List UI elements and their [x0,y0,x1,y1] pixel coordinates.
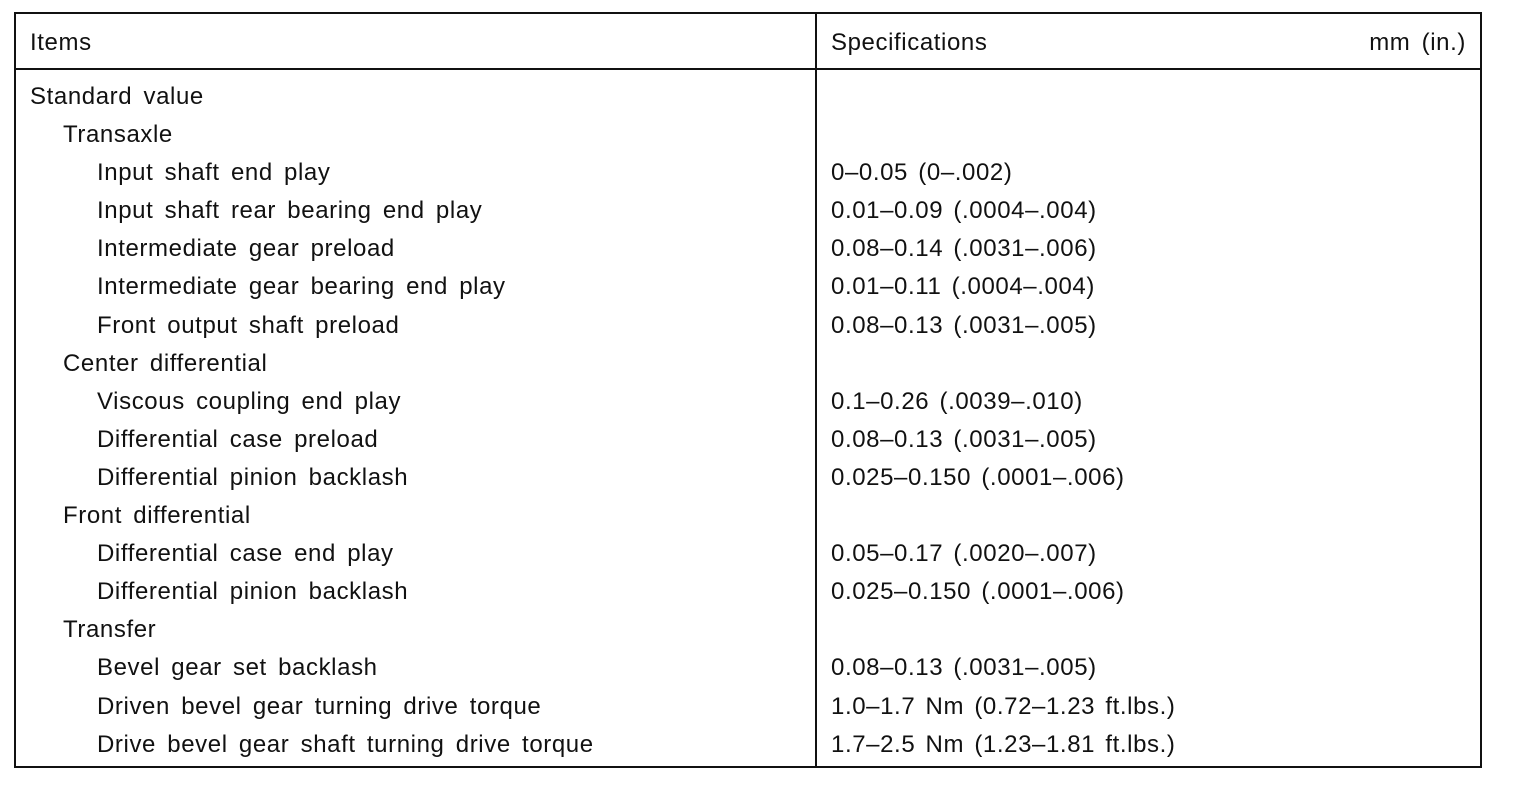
table-row [16,459,1480,497]
spec-value: 1.0–1.7 Nm (0.72–1.23 ft.lbs.) [831,692,1176,720]
spec-value: 0.08–0.14 (.0031–.006) [831,235,1097,263]
table-row [16,192,1480,230]
spec-item-label: Differential case preload [97,425,379,453]
spec-value: 0–0.05 (0–.002) [831,159,1013,187]
table-row [16,726,1480,764]
section-heading: Center differential [63,349,268,377]
table-row [16,688,1480,726]
spec-value: 0.025–0.150 (.0001–.006) [831,463,1125,491]
table-row [16,497,1480,535]
section-heading: Front differential [63,502,251,530]
spec-value: 0.025–0.150 (.0001–.006) [831,578,1125,606]
table-row [16,116,1480,154]
spec-value: 0.08–0.13 (.0031–.005) [831,311,1097,339]
specifications-column-header: Specifications [831,29,988,56]
table-row [16,230,1480,268]
table-row [16,307,1480,345]
specifications-table [14,12,1482,768]
spec-item-label: Bevel gear set backlash [97,654,378,682]
table-row [16,535,1480,573]
spec-item-label: Drive bevel gear shaft turning drive torque [97,730,594,758]
table-row [16,383,1480,421]
table-row [16,268,1480,306]
spec-item-label: Differential pinion backlash [97,578,409,606]
spec-value: 0.05–0.17 (.0020–.007) [831,540,1097,568]
spec-item-label: Front output shaft preload [97,311,400,339]
spec-value: 0.01–0.11 (.0004–.004) [831,273,1095,301]
table-row [16,78,1480,116]
spec-item-label: Intermediate gear preload [97,235,395,263]
spec-item-label: Input shaft rear bearing end play [97,197,483,225]
spec-item-label: Viscous coupling end play [97,387,402,415]
table-row [16,611,1480,649]
spec-value: 0.08–0.13 (.0031–.005) [831,654,1097,682]
spec-value: 0.01–0.09 (.0004–.004) [831,197,1097,225]
spec-item-label: Differential case end play [97,540,394,568]
section-heading: Transaxle [63,121,173,149]
table-row [16,154,1480,192]
table-body [16,78,1480,764]
unit-label: mm (in.) [1369,29,1466,56]
table-row [16,421,1480,459]
spec-value: 1.7–2.5 Nm (1.23–1.81 ft.lbs.) [831,730,1176,758]
spec-value: 0.08–0.13 (.0031–.005) [831,425,1097,453]
spec-item-label: Intermediate gear bearing end play [97,273,506,301]
spec-item-label: Differential pinion backlash [97,463,409,491]
spec-item-label: Input shaft end play [97,159,331,187]
table-row [16,649,1480,687]
items-column-header: Items [30,29,92,56]
spec-value: 0.1–0.26 (.0039–.010) [831,387,1083,415]
section-heading: Transfer [63,616,157,644]
section-heading: Standard value [30,83,204,110]
spec-item-label: Driven bevel gear turning drive torque [97,692,542,720]
table-row [16,345,1480,383]
header-divider [16,68,1480,70]
table-row [16,573,1480,611]
